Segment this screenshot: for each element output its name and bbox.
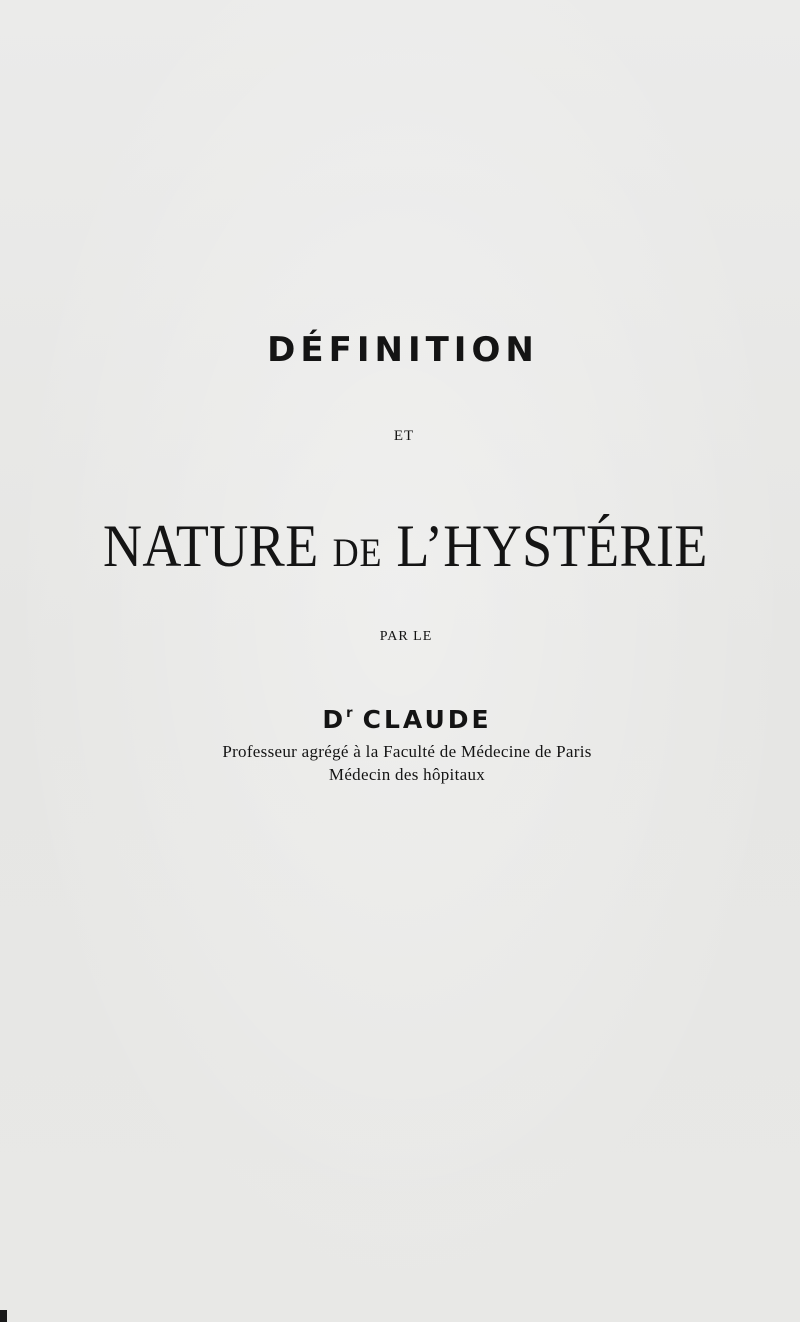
author-honorific: D <box>322 705 347 734</box>
author-honorific-sup: r <box>346 706 353 721</box>
heading-definition: DÉFINITION <box>267 330 539 370</box>
title-part-hysterie: L’HYSTÉRIE <box>396 513 708 579</box>
title-part-de: DE <box>332 530 383 575</box>
scan-corner-mark <box>0 1310 7 1322</box>
author-surname: CLAUDE <box>362 705 492 734</box>
main-title <box>40 508 760 591</box>
author-name <box>0 694 800 740</box>
affiliation-line-2: Médecin des hôpitaux <box>328 765 486 784</box>
byline: PAR LE <box>379 629 433 644</box>
conjunction-et: ET <box>393 428 415 444</box>
affiliation-line-1: Professeur agrégé à la Faculté de Médecine de Paris <box>222 742 592 761</box>
title-part-nature: NATURE <box>102 513 319 579</box>
